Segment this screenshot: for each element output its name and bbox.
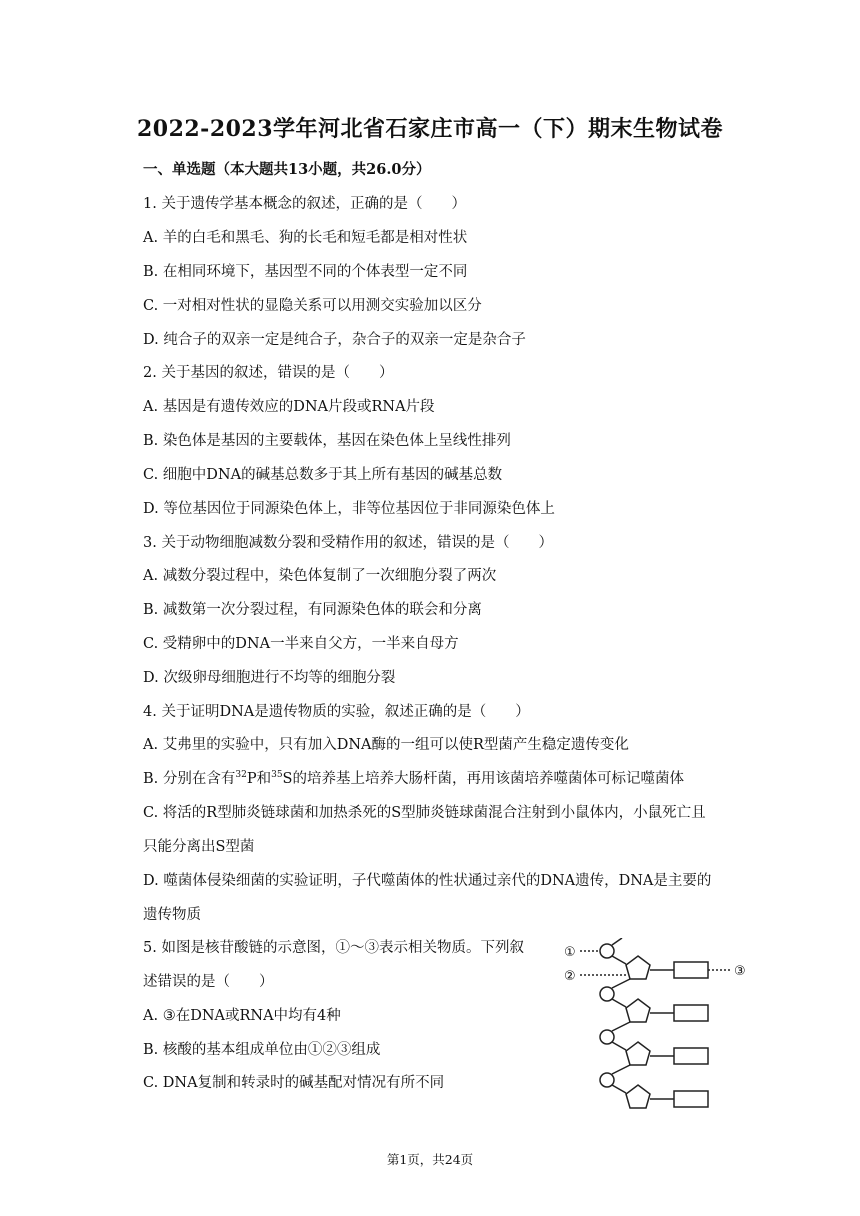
q1-option-c: C. 一对相对性状的显隐关系可以用测交实验加以区分 [143,298,482,314]
q4-option-b: B. 分别在含有$^{32}$P和$^{35}$S的培养基上培养大肠杆菌，再用该菌培养噬菌体可标记噬菌体 [143,770,684,787]
label-2: ② [564,969,576,984]
label-3: ③ [734,964,746,979]
q4-option-d: D. 噬菌体侵染细菌的实验证明，子代噬菌体的性状通过亲代的DNA遗传，DNA是主要的 [143,873,712,889]
q4-option-d-cont: 遗传物质 [143,907,201,923]
q5-option-c: C. DNA复制和转录时的碱基配对情况有所不同 [143,1075,445,1091]
q3-option-a: A. 减数分裂过程中，染色体复制了一次细胞分裂了两次 [143,568,497,584]
q1-option-a: A. 羊的白毛和黑毛、狗的长毛和短毛都是相对性状 [143,230,468,246]
q4-stem: 4. 关于证明DNA是遗传物质的实验，叙述正确的是（ ） [143,704,530,720]
q2-option-d: D. 等位基因位于同源染色体上，非等位基因位于非同源染色体上 [143,501,555,517]
q3-option-c: C. 受精卵中的DNA一半来自父方，一半来自母方 [143,636,459,652]
q4-option-c-cont: 只能分离出S型菌 [143,839,255,855]
label-1: ① [564,945,576,960]
page-footer: 第1页，共24页 [386,1152,474,1167]
nucleotide-chain-diagram [560,938,760,1120]
q3-option-b: B. 减数第一次分裂过程，有同源染色体的联会和分离 [143,602,482,618]
q5-stem-cont: 述错误的是（ ） [143,974,274,990]
superscript-32: 32 [235,770,247,781]
q2-option-a: A. 基因是有遗传效应的DNA片段或RNA片段 [143,399,435,415]
q5-option-b: B. 核酸的基本组成单位由①②③组成 [143,1042,381,1058]
q1-option-b: B. 在相同环境下，基因型不同的个体表型一定不同 [143,264,468,280]
q2-stem: 2. 关于基因的叙述，错误的是（ ） [143,365,394,381]
q3-option-d: D. 次级卵母细胞进行不均等的细胞分裂 [143,670,396,686]
superscript-35: 35 [271,770,283,781]
page-title: 2022-2023学年河北省石家庄市高一（下）期末生物试卷 [136,116,724,142]
q3-stem: 3. 关于动物细胞减数分裂和受精作用的叙述，错误的是（ ） [143,535,553,551]
q4-option-a: A. 艾弗里的实验中，只有加入DNA酶的一组可以使R型菌产生稳定遗传变化 [143,737,629,753]
q5-option-a: A. ③在DNA或RNA中均有4种 [143,1008,341,1024]
q5-stem: 5. 如图是核苷酸链的示意图，①～③表示相关物质。下列叙 [143,940,524,956]
q4-option-c: C. 将活的R型肺炎链球菌和加热杀死的S型肺炎链球菌混合注射到小鼠体内，小鼠死亡且 [143,805,706,821]
q2-option-b: B. 染色体是基因的主要载体，基因在染色体上呈线性排列 [143,433,511,449]
q2-option-c: C. 细胞中DNA的碱基总数多于其上所有基因的碱基总数 [143,467,503,483]
q1-option-d: D. 纯合子的双亲一定是纯合子，杂合子的双亲一定是杂合子 [143,332,526,348]
q1-stem: 1. 关于遗传学基本概念的叙述，正确的是（ ） [143,196,466,212]
section-heading: 一、单选题（本大题共13小题，共26.0分） [143,161,431,178]
